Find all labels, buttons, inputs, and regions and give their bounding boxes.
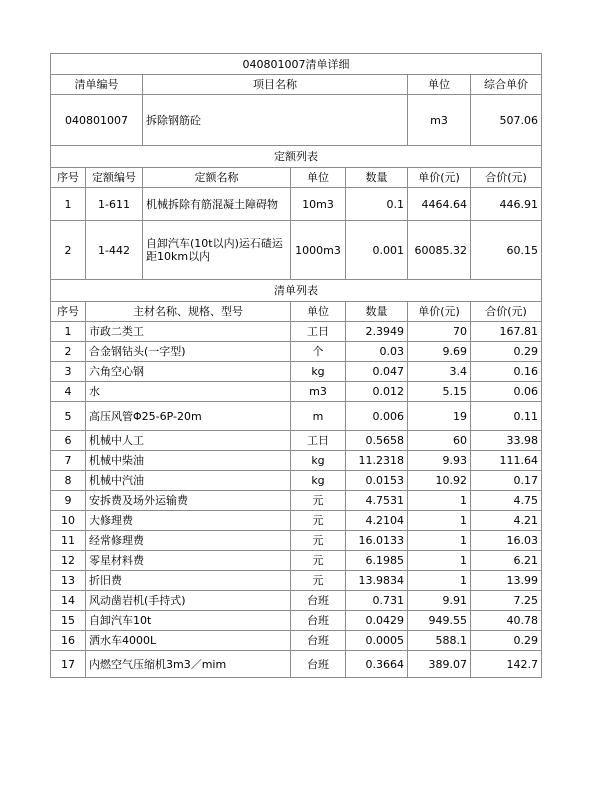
material-unit: 元: [291, 531, 346, 551]
material-qty: 0.731: [346, 591, 408, 611]
material-qty: 0.03: [346, 342, 408, 362]
quota-name: 机械拆除有筋混凝土障碍物: [143, 188, 291, 221]
material-unit: 台班: [291, 611, 346, 631]
material-seq: 4: [51, 382, 86, 402]
item-name: 拆除钢筋砼: [143, 95, 408, 146]
material-name: 高压风管Φ25-6P-20m: [86, 402, 291, 431]
material-row: [51, 571, 542, 591]
material-unit-price: 1: [408, 531, 471, 551]
quota-unit: 10m3: [291, 188, 346, 221]
material-total: 6.21: [471, 551, 542, 571]
material-unit-price: 70: [408, 322, 471, 342]
material-seq: 2: [51, 342, 86, 362]
material-unit-price: 9.93: [408, 451, 471, 471]
material-name: 水: [86, 382, 291, 402]
material-name: 洒水车4000L: [86, 631, 291, 651]
material-seq: 15: [51, 611, 86, 631]
material-total: 0.06: [471, 382, 542, 402]
material-qty: 16.0133: [346, 531, 408, 551]
material-unit: m3: [291, 382, 346, 402]
material-seq: 14: [51, 591, 86, 611]
material-qty: 6.1985: [346, 551, 408, 571]
material-name: 合金钢钻头(一字型): [86, 342, 291, 362]
material-name: 自卸汽车10t: [86, 611, 291, 631]
material-total: 0.17: [471, 471, 542, 491]
material-total: 0.11: [471, 402, 542, 431]
material-unit-price: 1: [408, 571, 471, 591]
material-qty: 0.3664: [346, 651, 408, 678]
material-total: 7.25: [471, 591, 542, 611]
quota-seq: 1: [51, 188, 86, 221]
material-qty: 13.9834: [346, 571, 408, 591]
quota-section-row: [51, 146, 542, 168]
material-unit-price: 1: [408, 511, 471, 531]
material-seq: 13: [51, 571, 86, 591]
quota-unit-header: 单位: [291, 168, 346, 188]
material-unit-price: 19: [408, 402, 471, 431]
material-seq: 17: [51, 651, 86, 678]
material-total: 0.29: [471, 342, 542, 362]
materials-total-header: 合价(元): [471, 302, 542, 322]
bill-detail-sheet: [50, 53, 541, 678]
quota-unit-price: 60085.32: [408, 221, 471, 280]
item-unit: m3: [408, 95, 471, 146]
col-item-name-header: 项目名称: [143, 75, 408, 95]
material-unit-price: 3.4: [408, 362, 471, 382]
item-row: [51, 95, 542, 146]
quota-code: 1-442: [86, 221, 143, 280]
material-seq: 12: [51, 551, 86, 571]
material-unit-price: 949.55: [408, 611, 471, 631]
title-row: [51, 54, 542, 75]
material-total: 13.99: [471, 571, 542, 591]
material-name: 六角空心钢: [86, 362, 291, 382]
material-row: [51, 362, 542, 382]
material-seq: 11: [51, 531, 86, 551]
material-unit: kg: [291, 362, 346, 382]
material-row: [51, 402, 542, 431]
material-total: 142.7: [471, 651, 542, 678]
material-seq: 8: [51, 471, 86, 491]
material-name: 折旧费: [86, 571, 291, 591]
material-unit: 台班: [291, 591, 346, 611]
material-row: [51, 631, 542, 651]
material-unit-price: 10.92: [408, 471, 471, 491]
material-total: 4.21: [471, 511, 542, 531]
material-qty: 4.2104: [346, 511, 408, 531]
material-unit-price: 588.1: [408, 631, 471, 651]
quota-unit-price-header: 单价(元): [408, 168, 471, 188]
material-total: 0.16: [471, 362, 542, 382]
material-total: 0.29: [471, 631, 542, 651]
material-seq: 9: [51, 491, 86, 511]
col-unit-header: 单位: [408, 75, 471, 95]
material-qty: 4.7531: [346, 491, 408, 511]
material-name: 市政二类工: [86, 322, 291, 342]
material-qty: 0.0153: [346, 471, 408, 491]
materials-section-row: [51, 280, 542, 302]
material-name: 大修理费: [86, 511, 291, 531]
sheet-title: 040801007清单详细: [51, 54, 542, 75]
material-unit-price: 1: [408, 551, 471, 571]
quota-section-title: 定额列表: [51, 146, 542, 168]
material-row: [51, 342, 542, 362]
materials-header-row: [51, 302, 542, 322]
material-unit-price: 9.91: [408, 591, 471, 611]
material-unit: 台班: [291, 631, 346, 651]
material-unit-price: 5.15: [408, 382, 471, 402]
material-name: 经常修理费: [86, 531, 291, 551]
material-unit-price: 60: [408, 431, 471, 451]
material-row: [51, 471, 542, 491]
material-row: [51, 651, 542, 678]
material-seq: 7: [51, 451, 86, 471]
quota-total: 60.15: [471, 221, 542, 280]
quota-qty-header: 数量: [346, 168, 408, 188]
material-qty: 0.006: [346, 402, 408, 431]
material-row: [51, 322, 542, 342]
material-total: 40.78: [471, 611, 542, 631]
material-seq: 3: [51, 362, 86, 382]
material-row: [51, 382, 542, 402]
quota-header-row: [51, 168, 542, 188]
material-qty: 11.2318: [346, 451, 408, 471]
material-unit: 元: [291, 551, 346, 571]
table-body: [51, 54, 542, 678]
material-unit-price: 1: [408, 491, 471, 511]
material-unit: 元: [291, 511, 346, 531]
quota-name: 自卸汽车(10t以内)运石碴运距10km以内: [143, 221, 291, 280]
col-bill-code-header: 清单编号: [51, 75, 143, 95]
quota-qty: 0.1: [346, 188, 408, 221]
materials-name-header: 主材名称、规格、型号: [86, 302, 291, 322]
material-name: 零星材料费: [86, 551, 291, 571]
quota-seq-header: 序号: [51, 168, 86, 188]
material-seq: 1: [51, 322, 86, 342]
quota-code-header: 定额编号: [86, 168, 143, 188]
material-name: 机械中柴油: [86, 451, 291, 471]
material-total: 16.03: [471, 531, 542, 551]
quota-row: [51, 188, 542, 221]
material-unit: 个: [291, 342, 346, 362]
materials-unit-price-header: 单价(元): [408, 302, 471, 322]
item-price: 507.06: [471, 95, 542, 146]
materials-seq-header: 序号: [51, 302, 86, 322]
bill-detail-table: [50, 53, 542, 678]
quota-total-header: 合价(元): [471, 168, 542, 188]
material-unit-price: 9.69: [408, 342, 471, 362]
material-qty: 0.0429: [346, 611, 408, 631]
material-name: 机械中人工: [86, 431, 291, 451]
material-total: 167.81: [471, 322, 542, 342]
item-header-row: [51, 75, 542, 95]
material-total: 33.98: [471, 431, 542, 451]
material-row: [51, 611, 542, 631]
material-seq: 6: [51, 431, 86, 451]
material-qty: 0.047: [346, 362, 408, 382]
materials-unit-header: 单位: [291, 302, 346, 322]
material-unit: kg: [291, 451, 346, 471]
quota-unit-price: 4464.64: [408, 188, 471, 221]
material-unit-price: 389.07: [408, 651, 471, 678]
material-qty: 0.012: [346, 382, 408, 402]
material-unit: 元: [291, 491, 346, 511]
material-name: 安拆费及场外运输费: [86, 491, 291, 511]
material-row: [51, 511, 542, 531]
material-qty: 0.5658: [346, 431, 408, 451]
material-row: [51, 531, 542, 551]
material-row: [51, 551, 542, 571]
material-unit: 工日: [291, 431, 346, 451]
material-qty: 0.0005: [346, 631, 408, 651]
material-qty: 2.3949: [346, 322, 408, 342]
material-unit: m: [291, 402, 346, 431]
material-total: 111.64: [471, 451, 542, 471]
material-row: [51, 451, 542, 471]
material-row: [51, 591, 542, 611]
material-seq: 16: [51, 631, 86, 651]
materials-section-title: 清单列表: [51, 280, 542, 302]
material-seq: 5: [51, 402, 86, 431]
material-row: [51, 431, 542, 451]
quota-unit: 1000m3: [291, 221, 346, 280]
material-total: 4.75: [471, 491, 542, 511]
quota-total: 446.91: [471, 188, 542, 221]
quota-name-header: 定额名称: [143, 168, 291, 188]
material-unit: kg: [291, 471, 346, 491]
material-unit: 台班: [291, 651, 346, 678]
material-name: 内燃空气压缩机3m3／mim: [86, 651, 291, 678]
quota-qty: 0.001: [346, 221, 408, 280]
quota-row: [51, 221, 542, 280]
material-name: 机械中汽油: [86, 471, 291, 491]
material-unit: 工日: [291, 322, 346, 342]
col-composite-price-header: 综合单价: [471, 75, 542, 95]
material-seq: 10: [51, 511, 86, 531]
materials-qty-header: 数量: [346, 302, 408, 322]
quota-code: 1-611: [86, 188, 143, 221]
material-name: 风动凿岩机(手持式): [86, 591, 291, 611]
quota-seq: 2: [51, 221, 86, 280]
material-unit: 元: [291, 571, 346, 591]
material-row: [51, 491, 542, 511]
item-code: 040801007: [51, 95, 143, 146]
